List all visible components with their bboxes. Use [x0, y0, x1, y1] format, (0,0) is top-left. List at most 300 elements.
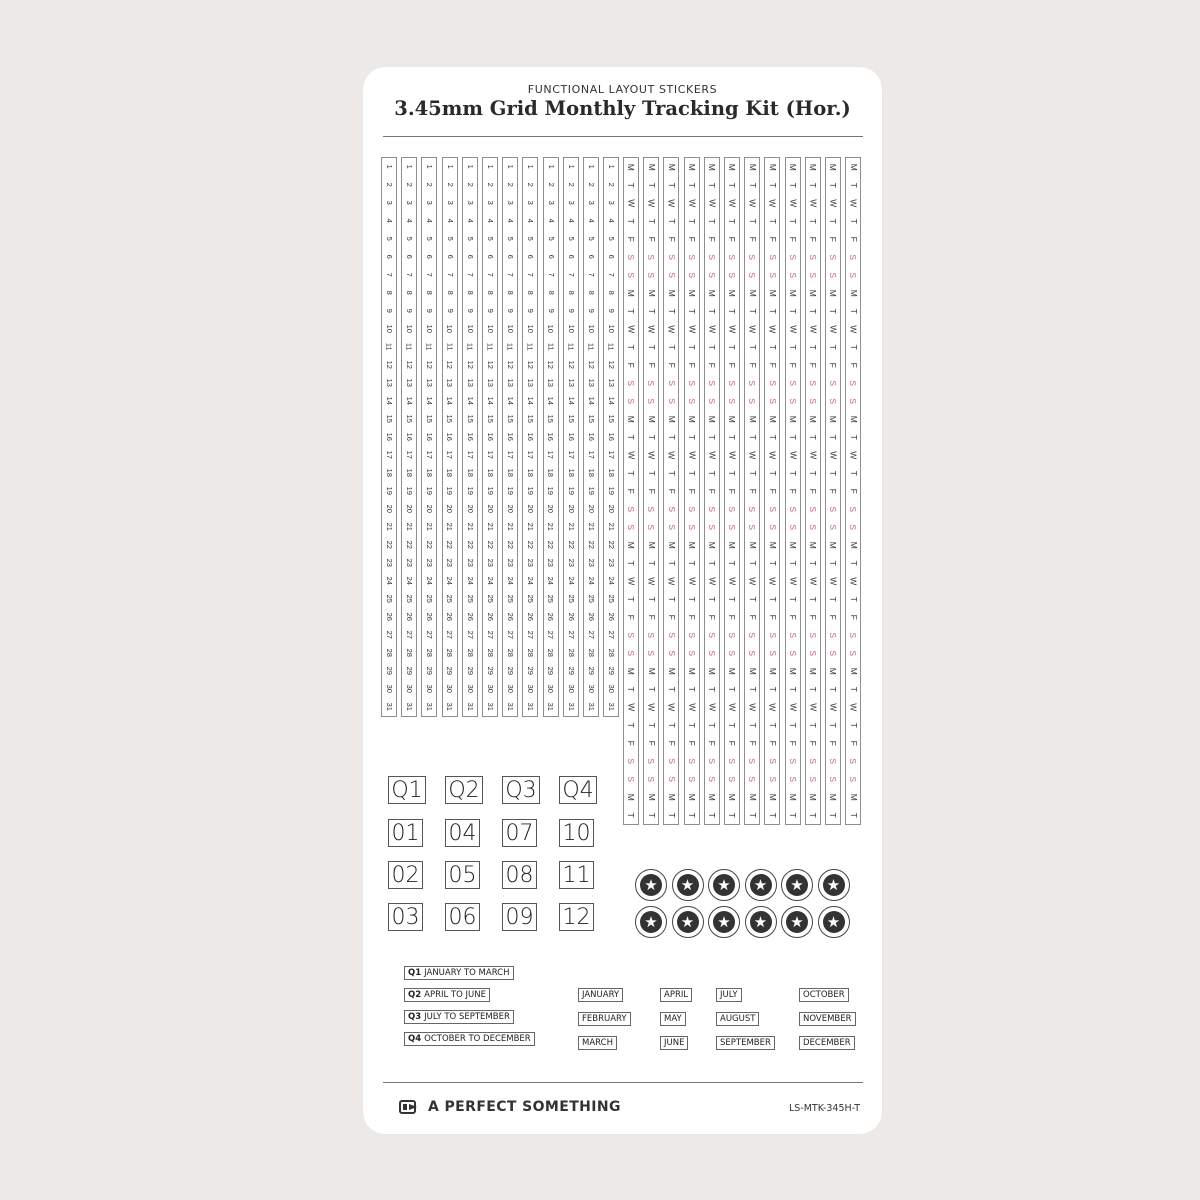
day-cell	[402, 428, 416, 446]
day-cell	[523, 500, 537, 518]
weekday-letter: T	[686, 434, 697, 440]
day-cell	[422, 680, 436, 698]
day-cell	[544, 338, 558, 356]
day-cell	[382, 554, 396, 572]
day-cell	[443, 410, 457, 428]
day-number: 11	[404, 343, 414, 351]
star-icon: ★	[826, 875, 841, 894]
day-cell	[604, 194, 618, 212]
weekday-letter: S	[787, 254, 798, 260]
month-label[interactable]: MAY	[660, 1012, 686, 1026]
day-number: 27	[425, 630, 435, 640]
weekday-cell	[806, 752, 820, 770]
weekday-letter: W	[646, 198, 657, 208]
quarter-tile[interactable]: 01	[388, 819, 423, 847]
weekday-letter: S	[747, 758, 758, 764]
day-cell	[523, 518, 537, 536]
quarter-range-label[interactable]	[404, 1010, 514, 1024]
weekday-letter: F	[666, 740, 677, 746]
weekday-letter: S	[808, 272, 819, 278]
weekday-letter: F	[686, 740, 697, 746]
day-number: 22	[505, 540, 515, 550]
day-number: 12	[384, 360, 394, 370]
star-stamp[interactable]	[708, 869, 740, 901]
day-number: 5	[566, 236, 576, 242]
weekday-cell	[644, 266, 658, 284]
day-cell	[523, 374, 537, 392]
weekday-letter: T	[707, 722, 718, 728]
date-strip[interactable]	[543, 157, 559, 717]
weekday-letter: T	[707, 470, 718, 476]
day-number: 23	[526, 558, 536, 568]
star-stamp[interactable]	[745, 869, 777, 901]
weekday-cell	[846, 230, 860, 248]
day-cell	[584, 518, 598, 536]
quarter-tile[interactable]: 09	[502, 903, 537, 931]
day-cell	[544, 644, 558, 662]
date-strip[interactable]	[563, 157, 579, 717]
month-label[interactable]: AUGUST	[716, 1012, 759, 1026]
day-cell	[503, 230, 517, 248]
weekday-cell	[685, 176, 699, 194]
weekday-strip[interactable]	[663, 157, 679, 825]
weekday-cell	[705, 518, 719, 536]
day-number: 7	[606, 272, 616, 278]
weekday-letter: M	[767, 415, 778, 423]
date-strip[interactable]	[583, 157, 599, 717]
day-number: 29	[465, 666, 475, 676]
day-cell	[564, 626, 578, 644]
day-number: 20	[445, 504, 455, 514]
star-stamp[interactable]	[818, 869, 850, 901]
weekday-letter: T	[707, 182, 718, 188]
day-cell	[483, 410, 497, 428]
day-number: 18	[606, 468, 616, 478]
weekday-cell	[685, 392, 699, 410]
day-number: 15	[425, 414, 435, 424]
day-cell	[584, 482, 598, 500]
day-cell	[402, 356, 416, 374]
day-number: 3	[505, 200, 515, 206]
date-strip[interactable]	[381, 157, 397, 717]
day-number: 5	[445, 236, 455, 242]
weekday-letter: W	[848, 576, 859, 586]
day-cell	[443, 680, 457, 698]
quarter-tile[interactable]: Q2	[445, 776, 483, 804]
day-number: 19	[606, 486, 616, 496]
day-cell	[483, 392, 497, 410]
weekday-cell	[806, 194, 820, 212]
weekday-letter: W	[707, 702, 718, 712]
day-number: 26	[566, 612, 576, 622]
quarter-tile[interactable]: 05	[445, 861, 480, 889]
star-stamp[interactable]	[672, 869, 704, 901]
day-cell	[604, 626, 618, 644]
weekday-strip[interactable]	[744, 157, 760, 825]
weekday-letter: M	[808, 541, 819, 549]
day-cell	[382, 338, 396, 356]
weekday-cell	[846, 356, 860, 374]
weekday-cell	[806, 410, 820, 428]
weekday-cell	[806, 446, 820, 464]
weekday-letter: M	[707, 415, 718, 423]
day-cell	[422, 302, 436, 320]
quarter-tile[interactable]: 08	[502, 861, 537, 889]
star-stamp[interactable]	[635, 906, 667, 938]
day-cell	[564, 176, 578, 194]
weekday-cell	[786, 806, 800, 824]
month-label[interactable]: APRIL	[660, 988, 692, 1002]
weekday-letter: F	[626, 236, 637, 242]
day-cell	[544, 356, 558, 374]
star-stamp[interactable]	[818, 906, 850, 938]
weekday-cell	[786, 554, 800, 572]
day-number: 1	[425, 164, 435, 170]
weekday-cell	[786, 446, 800, 464]
day-cell	[604, 518, 618, 536]
day-cell	[402, 500, 416, 518]
weekday-cell	[786, 698, 800, 716]
weekday-letter: W	[686, 324, 697, 334]
weekday-cell	[624, 554, 638, 572]
weekday-letter: W	[848, 324, 859, 334]
weekday-letter: M	[808, 793, 819, 801]
month-label[interactable]: MARCH	[578, 1036, 617, 1050]
day-cell	[483, 428, 497, 446]
weekday-letter: M	[787, 415, 798, 423]
weekday-cell	[705, 212, 719, 230]
day-cell	[443, 428, 457, 446]
weekday-cell	[624, 266, 638, 284]
weekday-strip[interactable]	[684, 157, 700, 825]
weekday-strip[interactable]	[785, 157, 801, 825]
day-cell	[443, 266, 457, 284]
day-number: 16	[546, 432, 556, 442]
weekday-letter: T	[666, 470, 677, 476]
weekday-cell	[745, 662, 759, 680]
weekday-letter: T	[686, 686, 697, 692]
day-number: 14	[485, 396, 495, 406]
weekday-letter: T	[808, 596, 819, 602]
weekday-letter: T	[848, 812, 859, 818]
day-cell	[523, 428, 537, 446]
day-number: 10	[384, 324, 394, 334]
star-stamp[interactable]	[781, 906, 813, 938]
weekday-strip[interactable]	[643, 157, 659, 825]
star-stamp[interactable]	[745, 906, 777, 938]
day-number: 26	[425, 612, 435, 622]
weekday-cell	[664, 806, 678, 824]
day-number: 5	[404, 236, 414, 242]
day-cell	[584, 662, 598, 680]
day-number: 31	[586, 702, 596, 712]
weekday-letter: W	[686, 702, 697, 712]
day-number: 27	[606, 630, 616, 640]
day-number: 28	[586, 648, 596, 658]
day-number: 29	[404, 666, 414, 676]
weekday-letter: M	[727, 415, 738, 423]
weekday-strip[interactable]	[805, 157, 821, 825]
weekday-letter: S	[707, 524, 718, 530]
weekday-letter: S	[767, 632, 778, 638]
weekday-cell	[685, 680, 699, 698]
day-cell	[402, 248, 416, 266]
weekday-cell	[705, 626, 719, 644]
weekday-letter: S	[686, 272, 697, 278]
weekday-strip[interactable]	[825, 157, 841, 825]
day-number: 14	[606, 396, 616, 406]
weekday-cell	[745, 590, 759, 608]
day-number: 5	[606, 236, 616, 242]
day-cell	[604, 284, 618, 302]
day-cell	[544, 662, 558, 680]
weekday-letter: W	[707, 576, 718, 586]
date-strip[interactable]	[442, 157, 458, 717]
month-label[interactable]: SEPTEMBER	[716, 1036, 775, 1050]
day-cell	[443, 446, 457, 464]
weekday-strip[interactable]	[704, 157, 720, 825]
weekday-cell	[806, 284, 820, 302]
weekday-strip[interactable]	[724, 157, 740, 825]
weekday-cell	[725, 626, 739, 644]
weekday-cell	[705, 320, 719, 338]
weekday-cell	[765, 410, 779, 428]
day-cell	[402, 608, 416, 626]
day-cell	[382, 248, 396, 266]
weekday-letter: T	[626, 596, 637, 602]
quarter-tile[interactable]: 06	[445, 903, 480, 931]
weekday-cell	[745, 446, 759, 464]
weekday-letter: S	[787, 758, 798, 764]
weekday-cell	[624, 608, 638, 626]
weekday-cell	[685, 158, 699, 176]
day-cell	[604, 320, 618, 338]
day-number: 24	[465, 576, 475, 586]
weekday-cell	[664, 338, 678, 356]
quarter-tile[interactable]: 04	[445, 819, 480, 847]
quarter-range-label[interactable]	[404, 966, 514, 980]
day-cell	[523, 356, 537, 374]
weekday-letter: S	[727, 272, 738, 278]
day-number: 7	[445, 272, 455, 278]
day-number: 19	[566, 486, 576, 496]
day-cell	[503, 662, 517, 680]
weekday-cell	[685, 788, 699, 806]
weekday-cell	[846, 788, 860, 806]
weekday-letter: M	[646, 163, 657, 171]
date-strip[interactable]	[603, 157, 619, 717]
day-cell	[564, 410, 578, 428]
day-cell	[604, 158, 618, 176]
day-cell	[422, 356, 436, 374]
day-number: 16	[404, 432, 414, 442]
day-cell	[584, 536, 598, 554]
weekday-cell	[644, 518, 658, 536]
quarter-tile[interactable]: 11	[559, 861, 594, 889]
date-strip[interactable]	[462, 157, 478, 717]
weekday-cell	[664, 734, 678, 752]
quarter-range-label[interactable]	[404, 1032, 535, 1046]
day-number: 27	[546, 630, 556, 640]
weekday-letter: S	[646, 650, 657, 656]
day-cell	[523, 194, 537, 212]
day-cell	[544, 698, 558, 716]
quarter-tile[interactable]: Q3	[502, 776, 540, 804]
weekday-cell	[806, 392, 820, 410]
day-cell	[503, 392, 517, 410]
quarter-tile[interactable]: Q4	[559, 776, 597, 804]
weekday-cell	[846, 320, 860, 338]
quarter-tile[interactable]: 07	[502, 819, 537, 847]
month-label[interactable]: DECEMBER	[799, 1036, 855, 1050]
day-number: 4	[445, 218, 455, 224]
day-cell	[382, 500, 396, 518]
day-number: 6	[526, 254, 536, 260]
day-number: 24	[425, 576, 435, 586]
date-strip[interactable]	[421, 157, 437, 717]
star-stamp[interactable]	[781, 869, 813, 901]
day-cell	[503, 374, 517, 392]
day-cell	[564, 446, 578, 464]
day-cell	[604, 464, 618, 482]
day-number: 17	[606, 450, 616, 460]
day-number: 17	[465, 450, 475, 460]
day-number: 5	[586, 236, 596, 242]
weekday-letter: M	[666, 289, 677, 297]
weekday-cell	[624, 176, 638, 194]
weekday-cell	[685, 446, 699, 464]
weekday-strip[interactable]	[845, 157, 861, 825]
weekday-letter: S	[747, 776, 758, 782]
weekday-cell	[765, 338, 779, 356]
date-strip[interactable]	[502, 157, 518, 717]
day-cell	[463, 680, 477, 698]
day-number: 20	[566, 504, 576, 514]
day-number: 25	[465, 594, 475, 604]
month-label[interactable]: FEBRUARY	[578, 1012, 631, 1026]
day-number: 2	[384, 182, 394, 188]
day-number: 21	[384, 522, 394, 532]
quarter-tile[interactable]: 02	[388, 861, 423, 889]
weekday-letter: T	[787, 344, 798, 350]
weekday-cell	[846, 158, 860, 176]
day-cell	[443, 464, 457, 482]
day-cell	[443, 176, 457, 194]
day-number: 6	[586, 254, 596, 260]
star-stamp[interactable]	[708, 906, 740, 938]
weekday-letter: W	[848, 450, 859, 460]
weekday-letter: F	[747, 362, 758, 368]
day-number: 24	[445, 576, 455, 586]
day-number: 27	[404, 630, 414, 640]
weekday-cell	[765, 392, 779, 410]
day-number: 12	[465, 360, 475, 370]
day-cell	[584, 464, 598, 482]
date-strip[interactable]	[401, 157, 417, 717]
day-number: 30	[606, 684, 616, 694]
day-number: 8	[445, 290, 455, 296]
day-cell	[483, 266, 497, 284]
weekday-cell	[826, 158, 840, 176]
weekday-letter: T	[808, 344, 819, 350]
weekday-cell	[624, 410, 638, 428]
weekday-cell	[846, 536, 860, 554]
weekday-cell	[806, 320, 820, 338]
day-number: 3	[606, 200, 616, 206]
day-number: 30	[505, 684, 515, 694]
month-label[interactable]: OCTOBER	[799, 988, 849, 1002]
star-stamp[interactable]	[635, 869, 667, 901]
month-label[interactable]: JULY	[716, 988, 742, 1002]
weekday-letter: M	[767, 163, 778, 171]
weekday-letter: T	[666, 182, 677, 188]
day-number: 28	[404, 648, 414, 658]
weekday-letter: M	[686, 289, 697, 297]
weekday-strip[interactable]	[764, 157, 780, 825]
weekday-cell	[685, 806, 699, 824]
day-number: 22	[606, 540, 616, 550]
weekday-cell	[664, 482, 678, 500]
day-number: 4	[586, 218, 596, 224]
quarter-tile[interactable]: 03	[388, 903, 423, 931]
weekday-cell	[806, 500, 820, 518]
day-cell	[382, 698, 396, 716]
day-cell	[422, 536, 436, 554]
day-number: 15	[485, 414, 495, 424]
weekday-letter: S	[626, 632, 637, 638]
day-number: 22	[404, 540, 414, 550]
weekday-letter: F	[686, 614, 697, 620]
weekday-cell	[644, 626, 658, 644]
quarter-tile[interactable]: 12	[559, 903, 594, 931]
day-cell	[463, 374, 477, 392]
month-label[interactable]: JUNE	[660, 1036, 688, 1050]
weekday-letter: W	[707, 324, 718, 334]
weekday-letter: T	[707, 812, 718, 818]
weekday-cell	[765, 248, 779, 266]
day-cell	[604, 446, 618, 464]
star-stamp[interactable]	[672, 906, 704, 938]
quarter-tile[interactable]: Q1	[388, 776, 426, 804]
quarter-tile[interactable]: 10	[559, 819, 594, 847]
day-number: 2	[606, 182, 616, 188]
day-number: 5	[384, 236, 394, 242]
date-strip[interactable]	[482, 157, 498, 717]
date-strip[interactable]	[522, 157, 538, 717]
weekday-cell	[685, 248, 699, 266]
weekday-cell	[765, 662, 779, 680]
day-cell	[564, 482, 578, 500]
day-number: 26	[384, 612, 394, 622]
quarter-range-label[interactable]	[404, 988, 490, 1002]
weekday-cell	[786, 626, 800, 644]
day-number: 11	[606, 343, 616, 351]
day-cell	[604, 554, 618, 572]
weekday-letter: T	[787, 722, 798, 728]
weekday-cell	[806, 212, 820, 230]
weekday-strip[interactable]	[623, 157, 639, 825]
month-label[interactable]: NOVEMBER	[799, 1012, 856, 1026]
weekday-cell	[664, 374, 678, 392]
weekday-cell	[745, 302, 759, 320]
day-cell	[523, 644, 537, 662]
day-number: 20	[546, 504, 556, 514]
weekday-letter: W	[646, 576, 657, 586]
weekday-cell	[765, 446, 779, 464]
month-label[interactable]: JANUARY	[578, 988, 623, 1002]
weekday-letter: W	[828, 576, 839, 586]
weekday-letter: S	[666, 776, 677, 782]
